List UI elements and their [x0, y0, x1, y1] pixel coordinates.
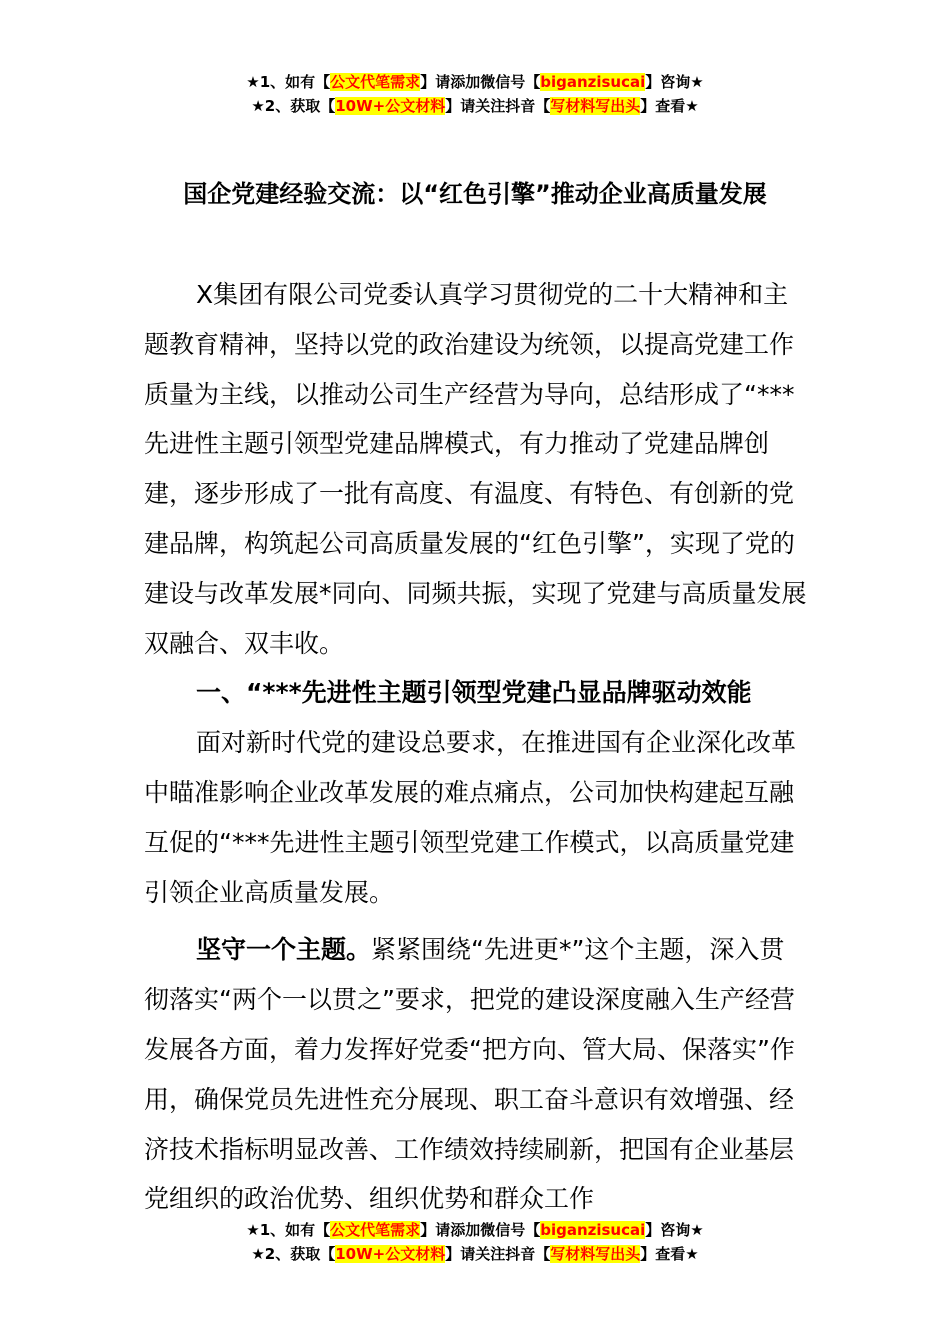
highlight-douyin-account: 写材料写出头 [550, 97, 641, 115]
banner-line-1: ★1、如有【公文代笔需求】请添加微信号【biganzisucai】咨询★ [246, 1221, 704, 1239]
highlight-materials: 10W+公文材料 [335, 97, 446, 115]
highlight-materials: 10W+公文材料 [335, 1245, 446, 1263]
document-title: 国企党建经验交流：以“红色引擎”推动企业高质量发展 [183, 180, 767, 208]
highlight-service: 公文代笔需求 [330, 1221, 421, 1239]
bottom-banner [0, 1218, 950, 1266]
highlight-service: 公文代笔需求 [330, 73, 421, 91]
banner-line-2: ★2、获取【10W+公文材料】请关注抖音【写材料写出头】查看★ [251, 97, 699, 115]
top-banner [0, 70, 950, 118]
banner-line-2: ★2、获取【10W+公文材料】请关注抖音【写材料写出头】查看★ [251, 1245, 699, 1263]
highlight-wechat-id: biganzisucai [540, 1221, 646, 1239]
banner-line-1: ★1、如有【公文代笔需求】请添加微信号【biganzisucai】咨询★ [246, 73, 704, 91]
highlight-douyin-account: 写材料写出头 [550, 1245, 641, 1263]
section-heading-1: 一、“***先进性主题引领型党建凸显品牌驱动效能 [196, 678, 752, 708]
document-body [144, 270, 808, 1224]
intro-paragraph: X集团有限公司党委认真学习贯彻党的二十大精神和主题教育精神，坚持以党的政治建设为统领，以提高党建工作质量为主线，以推动公司生产经营为导向，总结形成了“***先进性主题引领型党建品牌模式，有力推动了党建品牌创建，逐步形成了一批有高度、有温度、有特色、有创新的党建品牌，构筑起公司高质量发展的“红色引擎”，实现了党的建设与改革发展*同向、同频共振，实现了党建与高质量发展双融合、双丰收。 [144, 280, 807, 658]
paragraph-body: 紧紧围绕“先进更*”这个主题，深入贯彻落实“两个一以贯之”要求，把党的建设深度融入生产经营发展各方面，着力发挥好党委“把方向、管大局、保落实”作用，确保党员先进性充分展现、职工奋斗意识有效增强、经济技术指标明显改善、工作绩效持续刷新，把国有企业基层党组织的政治优势、组织优势和群众工作 [144, 935, 795, 1214]
highlight-wechat-id: biganzisucai [540, 73, 646, 91]
section-paragraph-2 [144, 925, 808, 1224]
section-paragraph-1: 面对新时代党的建设总要求，在推进国有企业深化改革中瞄准影响企业改革发展的难点痛点，公司加快构建起互融互促的“***先进性主题引领型党建工作模式，以高质量党建引领企业高质量发展。 [144, 728, 797, 907]
paragraph-lead: 坚守一个主题。 [196, 935, 372, 965]
